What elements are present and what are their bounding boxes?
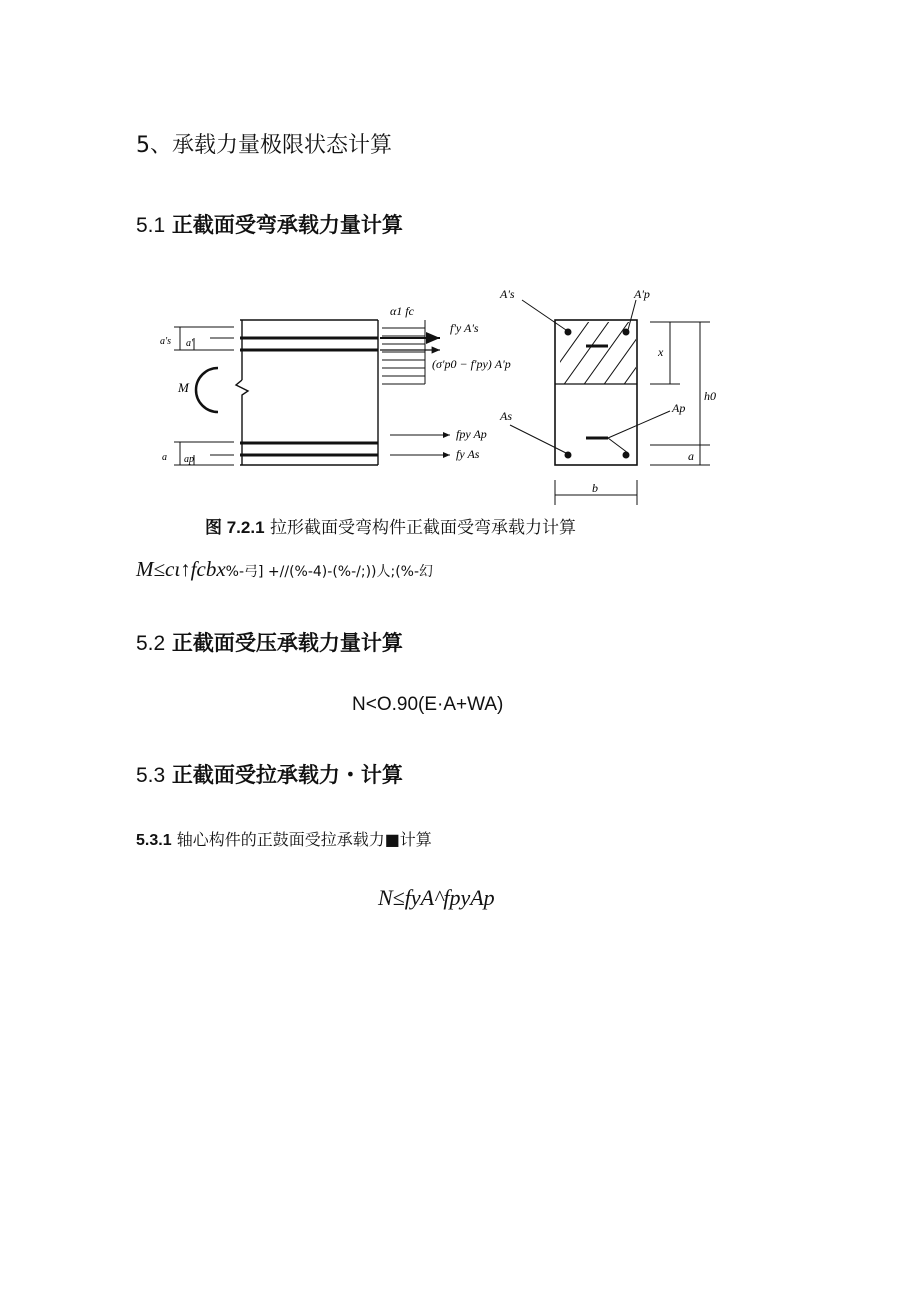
label-fyAs-prime: f'y A's <box>450 321 479 335</box>
label-a-left: a <box>162 452 167 463</box>
moment-equation-main: M≤cι↑fcbx <box>136 557 226 581</box>
label-b: b <box>592 481 598 495</box>
label-a: a <box>688 449 694 463</box>
label-ap-left: ap <box>184 454 194 465</box>
label-sigma-term: (σ'p0 − f'py) A'p <box>432 357 511 371</box>
tension-equation: N≤fyA^fpyAp <box>378 885 495 910</box>
subsection-5-3-1-heading <box>136 827 432 850</box>
label-h0: h0 <box>704 389 716 403</box>
caption-text: 拉形截面受弯构件正截面受弯承载力计算 <box>269 518 576 538</box>
label-fyAs: fy As <box>456 447 480 461</box>
section-title: 正截面受弯承载力量计算 <box>171 213 403 237</box>
label-Ap-prime: A'p <box>634 287 650 301</box>
label-As: As <box>500 409 512 423</box>
label-fpyAp: fpy Ap <box>456 427 487 441</box>
section-number: 5.1 <box>136 214 166 237</box>
compression-equation: N<O.90(E·A+WA) <box>352 694 504 715</box>
label-M: M <box>178 380 189 395</box>
section-title: 正截面受拉承载力・计算 <box>171 763 403 787</box>
label-a1fc: α1 fc <box>390 304 414 318</box>
section-5-2-heading <box>136 627 403 657</box>
label-x: x <box>658 345 664 359</box>
caption-number: 图 7.2.1 <box>205 518 265 537</box>
label-Ap: Ap <box>672 401 686 415</box>
section-number: 5.3 <box>136 764 166 787</box>
moment-equation <box>136 557 433 582</box>
moment-equation-rest: %-弓] +//(%-4)-(%-/;))人;(%-幻 <box>225 564 434 580</box>
label-As-prime: A's <box>500 287 515 301</box>
label-a-prime-left: a's <box>160 336 172 347</box>
label-a-prime: a' <box>186 338 194 349</box>
subsection-title: 轴心构件的正鼓面受拉承载力■计算 <box>176 830 432 849</box>
section-5-heading: 5、承载力量极限状态计算 <box>136 133 392 158</box>
section-5-3-heading <box>136 759 403 789</box>
section-title: 正截面受压承载力量计算 <box>171 631 403 655</box>
section-diagram <box>150 280 720 510</box>
figure-caption <box>205 513 576 538</box>
subsection-number: 5.3.1 <box>136 832 172 849</box>
section-number: 5.2 <box>136 632 166 655</box>
section-5-1-heading <box>136 209 403 239</box>
beam-side-view <box>174 320 450 465</box>
